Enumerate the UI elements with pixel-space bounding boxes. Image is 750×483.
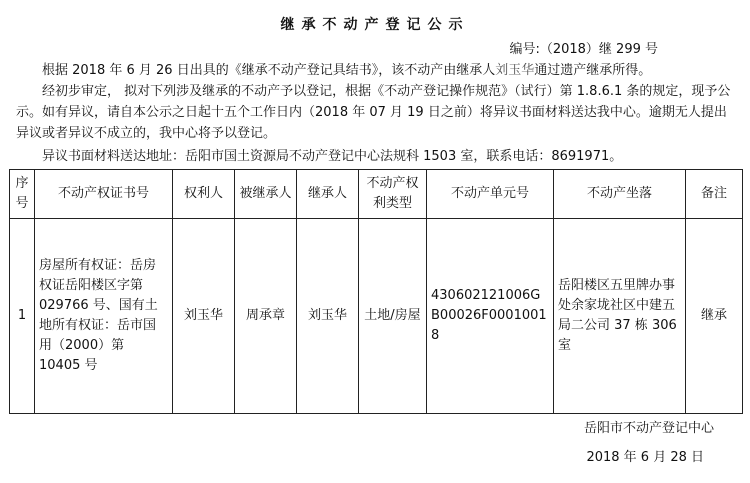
issue-date: 2018 年 6 月 28 日 — [586, 450, 704, 465]
header-cert: 不动产权证书号 — [35, 170, 173, 219]
header-heir: 继承人 — [297, 170, 359, 219]
cell-right-type: 土地/房屋 — [359, 219, 427, 414]
cell-decedent: 周承章 — [235, 219, 297, 414]
header-right-type: 不动产权利类型 — [359, 170, 427, 219]
header-owner: 权利人 — [173, 170, 235, 219]
property-table — [9, 169, 743, 414]
table-row — [10, 219, 743, 414]
heir-name-inline: 刘玉华 — [495, 63, 535, 78]
header-seq: 序号 — [10, 170, 35, 219]
notice-title: 继承不动产登记公示 — [280, 17, 470, 33]
table-header-row — [10, 170, 743, 219]
cell-heir: 刘玉华 — [297, 219, 359, 414]
serial-number: 编号:（2018）继 299 号 — [509, 42, 658, 57]
cell-cert: 房屋所有权证：岳房权证岳阳楼区字第 029766 号、国有土地所有权证：岳市国用（2000）第 10405 号 — [35, 219, 173, 414]
header-remark: 备注 — [686, 170, 743, 219]
paragraph-review: 经初步审定， 拟对下列涉及继承的不动产予以登记，根据《不动产登记操作规范》（试行）第 1.8.6.1 条的规定，现予公示。如有异议，请自本公示之日起十五个工作日内（2018 年 07 月 19 日之前）将异议书面材料送达我中心。逾期无人提出异议或者异议不成立的，我中心将予以登记。 — [16, 84, 731, 141]
header-location: 不动产坐落 — [554, 170, 686, 219]
header-decedent: 被继承人 — [235, 170, 297, 219]
header-unit-no: 不动产单元号 — [427, 170, 554, 219]
paragraph-inheritance-text-a: 根据 2018 年 6 月 26 日出具的《继承不动产登记具结书》，该不动产由继承人 — [42, 63, 496, 78]
cell-seq: 1 — [10, 219, 35, 414]
issuing-organization: 岳阳市不动产登记中心 — [583, 421, 714, 436]
paragraph-objection-address: 异议书面材料送达地址：岳阳市国土资源局不动产登记中心法规科 1503 室，联系电话：8691971。 — [42, 149, 623, 164]
cell-unit-no: 430602121006GB00026F00010018 — [427, 219, 554, 414]
cell-remark: 继承 — [686, 219, 743, 414]
cell-location: 岳阳楼区五里牌办事处余家垅社区中建五局二公司 37 栋 306 室 — [554, 219, 686, 414]
cell-owner: 刘玉华 — [173, 219, 235, 414]
paragraph-inheritance — [16, 60, 736, 81]
paragraph-inheritance-text-b: 通过遗产继承所得。 — [534, 63, 652, 78]
